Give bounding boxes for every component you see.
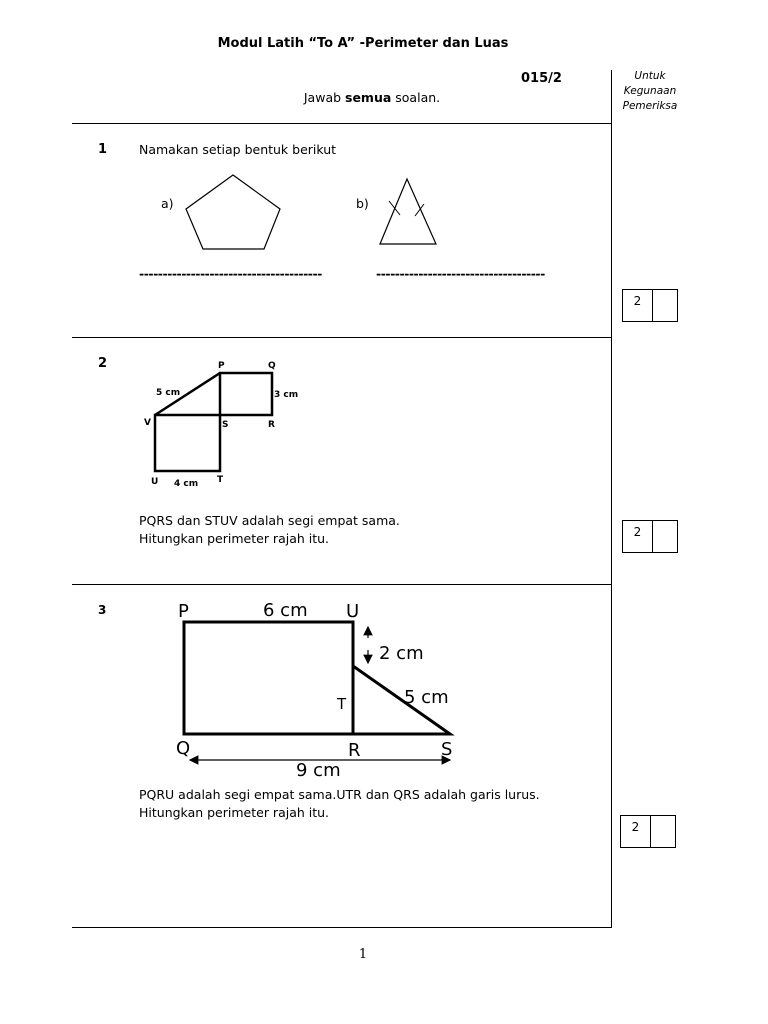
q3-label-t: T xyxy=(337,695,347,713)
question-1-number: 1 xyxy=(98,142,108,157)
q2-label-u: U xyxy=(151,477,159,487)
section-divider-3 xyxy=(72,584,612,585)
q2-label-s: S xyxy=(222,420,229,430)
q2-label-t: T xyxy=(217,475,224,485)
page-number: 1 xyxy=(358,947,368,962)
q2-label-q: Q xyxy=(268,361,276,371)
examiner-column-divider xyxy=(611,70,612,928)
question-3-text xyxy=(139,786,540,822)
question-2-text xyxy=(139,512,400,548)
q3-measure-pu: 6 cm xyxy=(263,600,308,621)
instruction-bold: semua xyxy=(345,90,392,105)
question-3-mark-box xyxy=(620,815,676,848)
question-1-part-a: a) xyxy=(161,196,174,211)
question-2-mark: 2 xyxy=(623,521,653,552)
question-3-number: 3 xyxy=(98,603,107,617)
q3-label-p: P xyxy=(178,601,189,622)
section-divider-1 xyxy=(72,123,612,124)
pentagon-figure xyxy=(180,170,290,254)
q2-measure-ut: 4 cm xyxy=(174,479,199,489)
document-title: Modul Latih “To A” -Perimeter dan Luas xyxy=(217,36,509,51)
question-3-line-1: PQRU adalah segi empat sama.UTR dan QRS adalah garis lurus. xyxy=(139,787,540,802)
answer-line-a[interactable]: --------------------------------------- xyxy=(139,266,322,281)
q3-measure-qs: 9 cm xyxy=(296,760,341,781)
question-3-mark: 2 xyxy=(621,816,651,847)
question-1-text: Namakan setiap bentuk berikut xyxy=(139,142,337,157)
examiner-column-heading xyxy=(614,69,686,114)
question-3-figure xyxy=(170,596,470,782)
question-2-figure xyxy=(140,355,310,490)
question-1-mark: 2 xyxy=(623,290,653,321)
instruction-suffix: soalan. xyxy=(391,90,441,105)
section-divider-4 xyxy=(72,927,612,928)
question-2-number: 2 xyxy=(98,356,108,371)
question-2-line-2: Hitungkan perimeter rajah itu. xyxy=(139,531,330,546)
examiner-line-3: Pemeriksa xyxy=(622,100,678,112)
q2-label-r: R xyxy=(268,420,275,430)
examiner-line-2: Kegunaan xyxy=(623,85,677,97)
question-2-mark-box xyxy=(622,520,678,553)
q3-label-q: Q xyxy=(176,738,191,759)
q3-measure-ts: 5 cm xyxy=(404,687,449,708)
paper-code: 015/2 xyxy=(521,71,562,86)
q2-measure-pv: 5 cm xyxy=(156,388,181,398)
question-2-line-1: PQRS dan STUV adalah segi empat sama. xyxy=(139,513,400,528)
examiner-line-1: Untuk xyxy=(634,70,666,82)
question-1-part-b: b) xyxy=(356,196,369,211)
question-1-mark-box xyxy=(622,289,678,322)
q2-label-p: P xyxy=(218,361,225,371)
isosceles-triangle-figure xyxy=(374,174,444,250)
q3-label-u: U xyxy=(346,601,360,622)
section-divider-2 xyxy=(72,337,612,338)
instruction-prefix: Jawab xyxy=(303,90,346,105)
q2-label-v: V xyxy=(144,418,151,428)
q2-measure-qr: 3 cm xyxy=(274,390,299,400)
q3-label-r: R xyxy=(348,740,361,761)
answer-line-b[interactable]: ------------------------------------ xyxy=(376,266,545,281)
q3-measure-ut: 2 cm xyxy=(379,643,424,664)
q3-label-s: S xyxy=(441,739,453,760)
question-3-line-2: Hitungkan perimeter rajah itu. xyxy=(139,805,330,820)
